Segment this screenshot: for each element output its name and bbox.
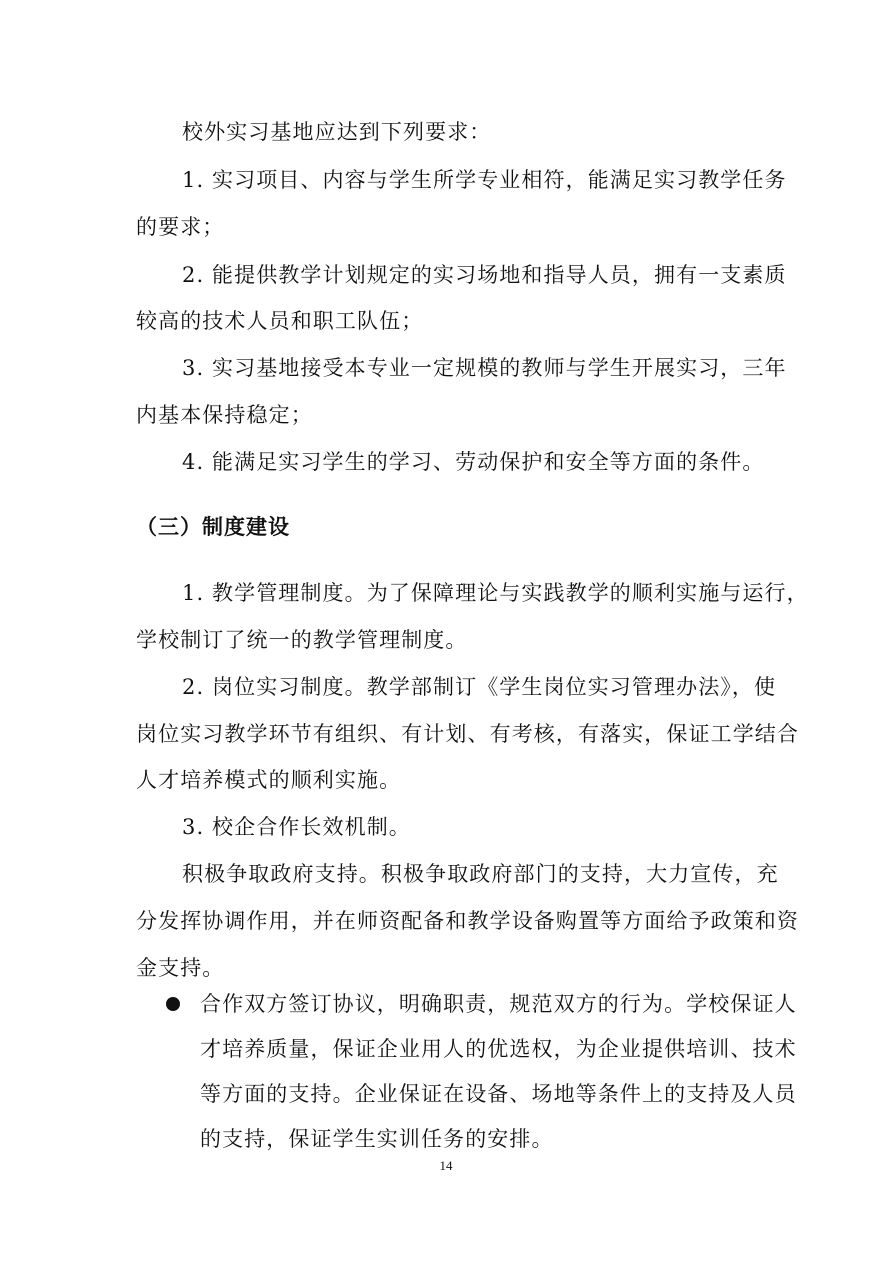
bullet-line-3: 等方面的支持。企业保证在设备、场地等条件上的支持及人员: [200, 1082, 797, 1106]
requirement-2-line-2: 较高的技术人员和职工队伍；: [136, 309, 424, 333]
paragraph-4-line-3: 金支持。: [136, 956, 225, 980]
bullet-line-1: 合作双方签订协议，明确职责，规范双方的行为。学校保证人: [200, 992, 797, 1016]
paragraph-4-line-1: 积极争取政府支持。积极争取政府部门的支持，大力宣传，充: [182, 862, 779, 886]
requirement-4: 4. 能满足实习学生的学习、劳动保护和安全等方面的条件。: [182, 450, 765, 474]
requirement-1-line-2: 的要求；: [136, 215, 225, 239]
bullet-point-icon: [166, 997, 180, 1011]
bullet-line-2: 才培养质量，保证企业用人的优选权，为企业提供培训、技术: [200, 1037, 797, 1061]
requirement-2-line-1: 2. 能提供教学计划规定的实习场地和指导人员，拥有一支素质: [182, 263, 787, 287]
paragraph-2-line-1: 2. 岗位实习制度。教学部制订《学生岗位实习管理办法》，使: [182, 675, 777, 699]
paragraph-2-line-2: 岗位实习教学环节有组织、有计划、有考核，有落实，保证工学结合: [136, 722, 799, 746]
requirement-3-line-1: 3. 实习基地接受本专业一定规模的教师与学生开展实习，三年: [182, 356, 787, 380]
paragraph-2-line-3: 人才培养模式的顺利实施。: [136, 768, 402, 792]
bullet-line-4: 的支持，保证学生实训任务的安排。: [200, 1127, 554, 1151]
paragraph-4-line-2: 分发挥协调作用，并在师资配备和教学设备购置等方面给予政策和资: [136, 909, 799, 933]
page-number: 14: [439, 1158, 453, 1173]
paragraph-1-line-1: 1. 教学管理制度。为了保障理论与实践教学的顺利实施与运行，: [182, 581, 809, 605]
paragraph-intro: 校外实习基地应达到下列要求：: [182, 120, 492, 144]
requirement-3-line-2: 内基本保持稳定；: [136, 403, 313, 427]
paragraph-3: 3. 校企合作长效机制。: [182, 815, 411, 839]
requirement-1-line-1: 1. 实习项目、内容与学生所学专业相符，能满足实习教学任务: [182, 168, 787, 192]
section-heading: （三）制度建设: [136, 514, 290, 539]
paragraph-1-line-2: 学校制订了统一的教学管理制度。: [136, 628, 468, 652]
